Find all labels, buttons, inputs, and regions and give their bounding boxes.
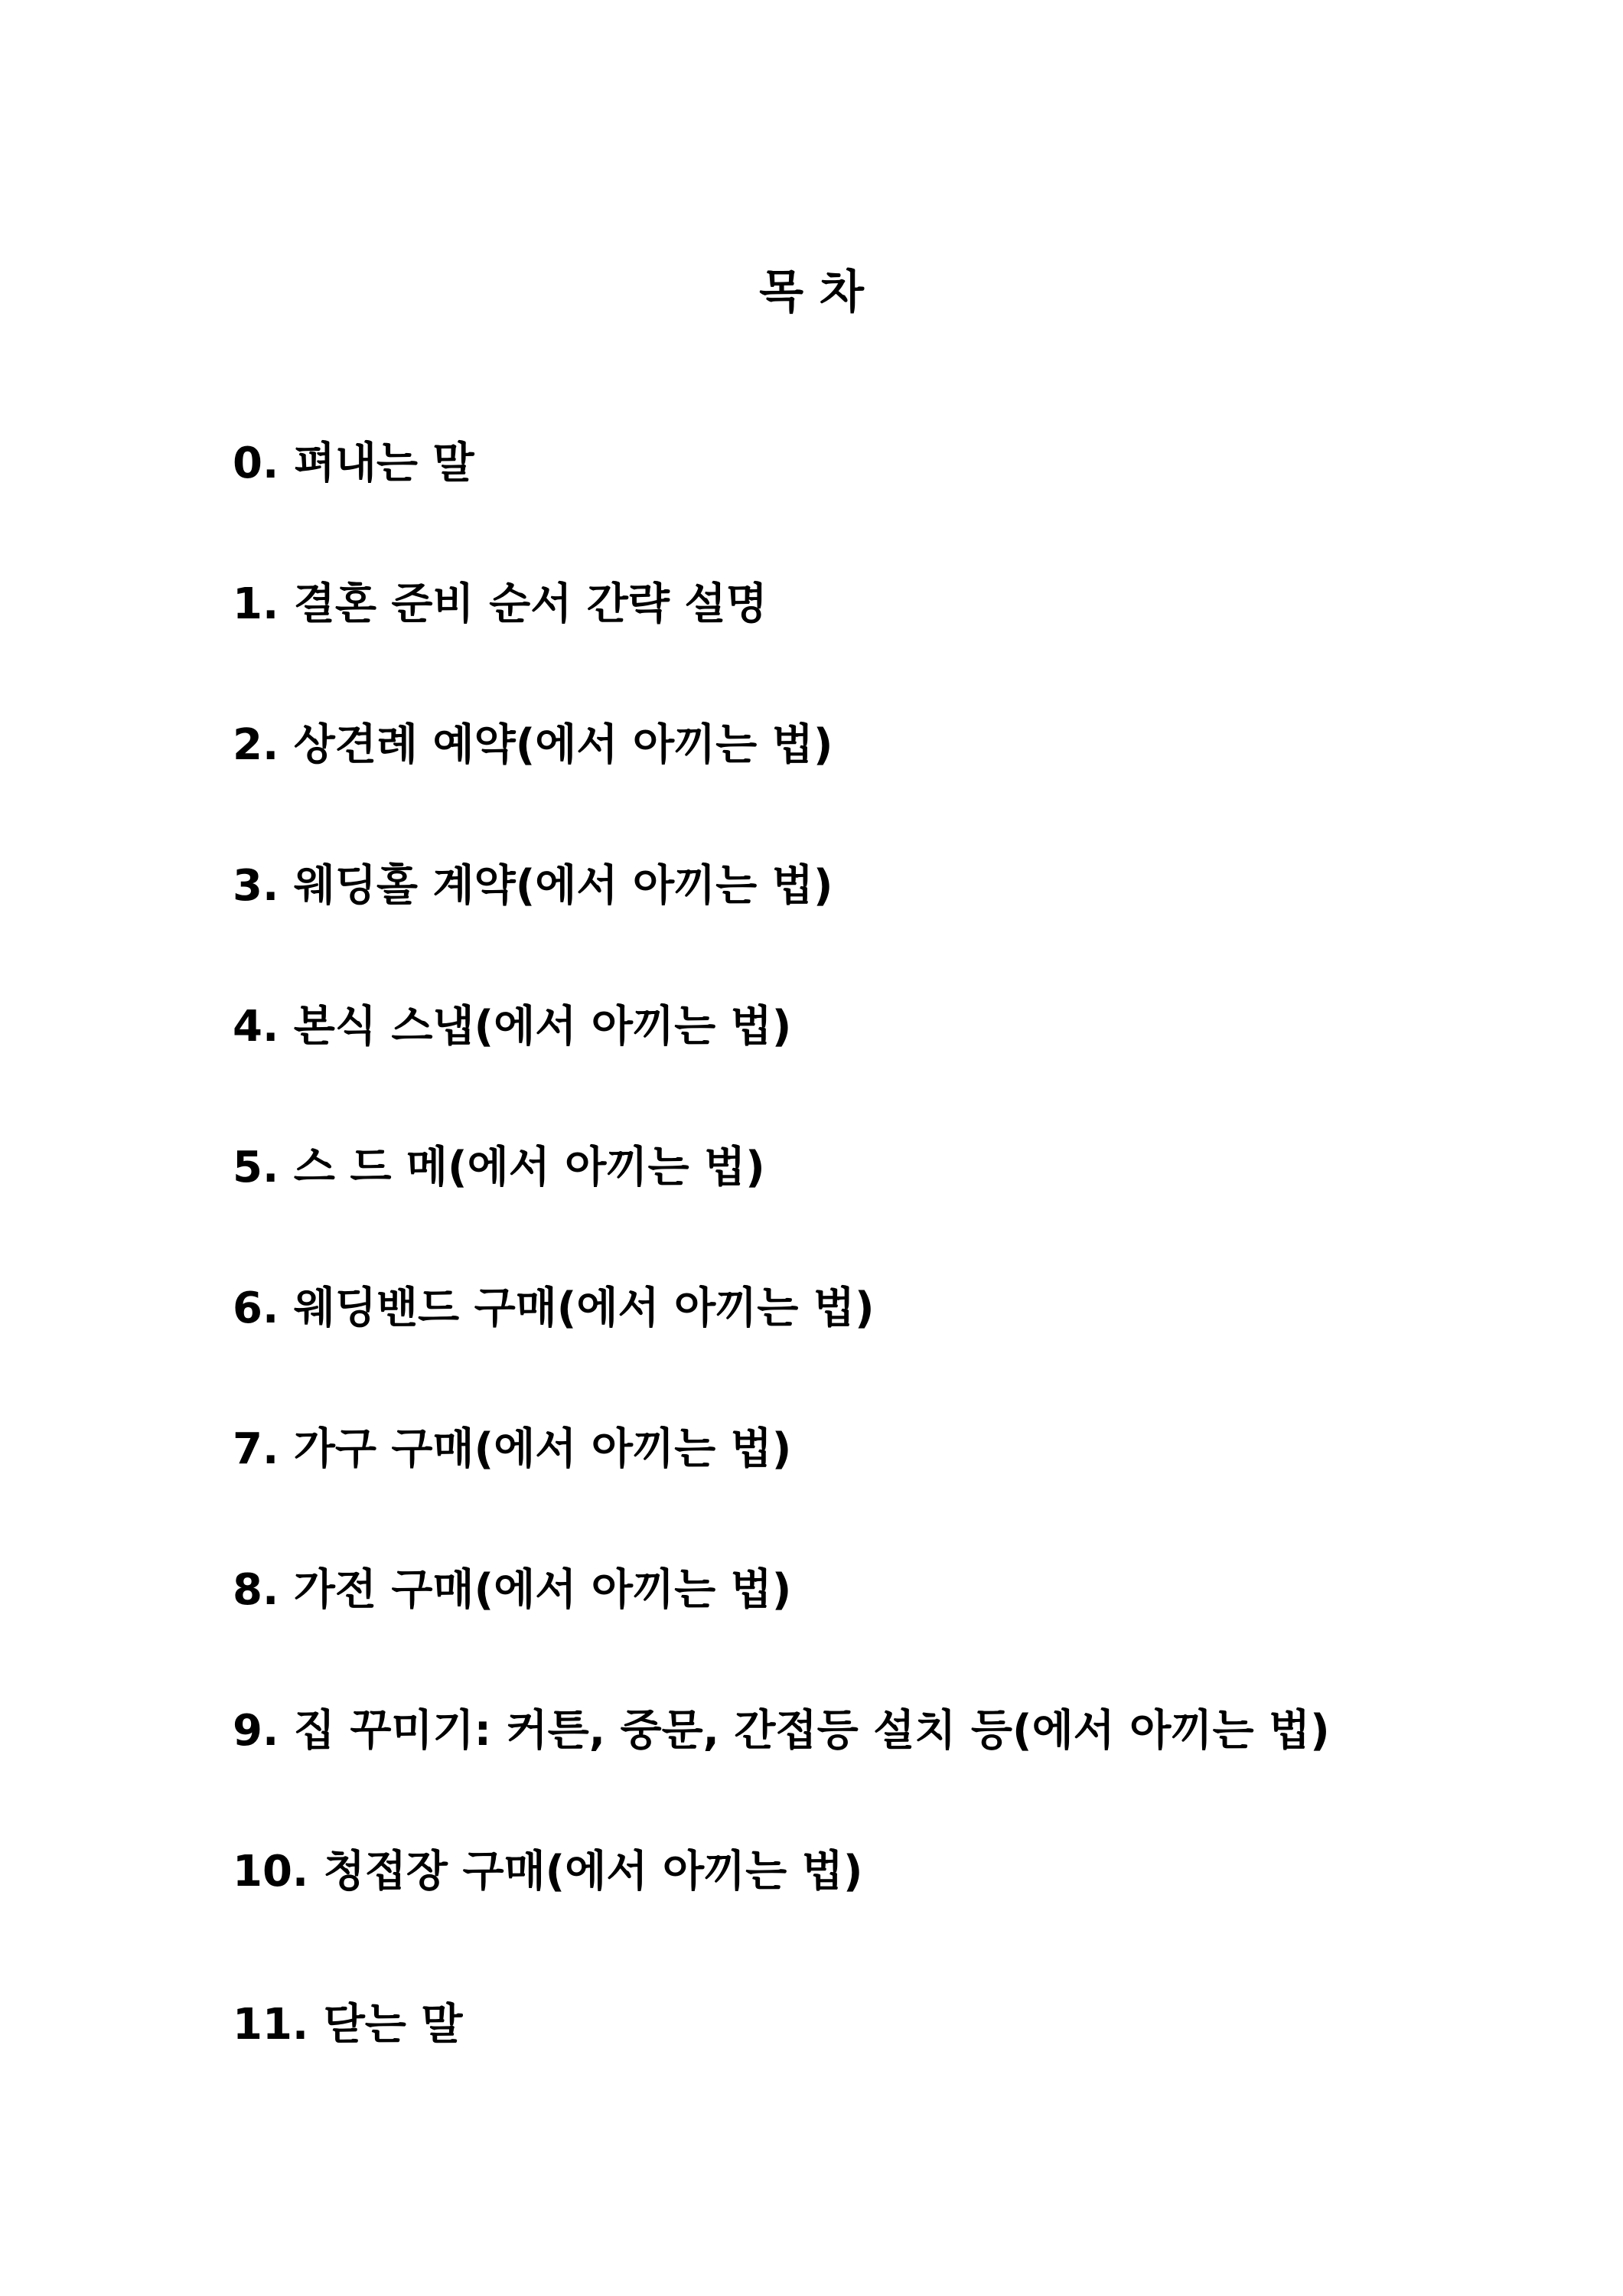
toc-item: 4. 본식 스냅(에서 아끼는 법) xyxy=(233,1002,792,1052)
toc-item: 9. 집 꾸미기: 커튼, 중문, 간접등 설치 등(에서 아끼는 법) xyxy=(233,1706,1330,1756)
toc-item: 6. 웨딩밴드 구매(에서 아끼는 법) xyxy=(233,1283,875,1333)
toc-item: 11. 닫는 말 xyxy=(233,2000,463,2050)
toc-item: 3. 웨딩홀 계약(에서 아끼는 법) xyxy=(233,861,833,911)
toc-item: 2. 상견례 예약(에서 아끼는 법) xyxy=(233,720,833,770)
toc-item: 7. 가구 구매(에서 아끼는 법) xyxy=(233,1424,792,1474)
toc-item: 5. 스 드 메(에서 아끼는 법) xyxy=(233,1143,765,1192)
toc-item: 10. 청접장 구매(에서 아끼는 법) xyxy=(233,1847,863,1896)
page-title: 목 차 xyxy=(759,266,864,319)
toc-item: 0. 펴내는 말 xyxy=(233,439,474,488)
toc-item: 8. 가전 구매(에서 아끼는 법) xyxy=(233,1565,792,1615)
toc-item: 1. 결혼 준비 순서 간략 설명 xyxy=(233,579,768,629)
